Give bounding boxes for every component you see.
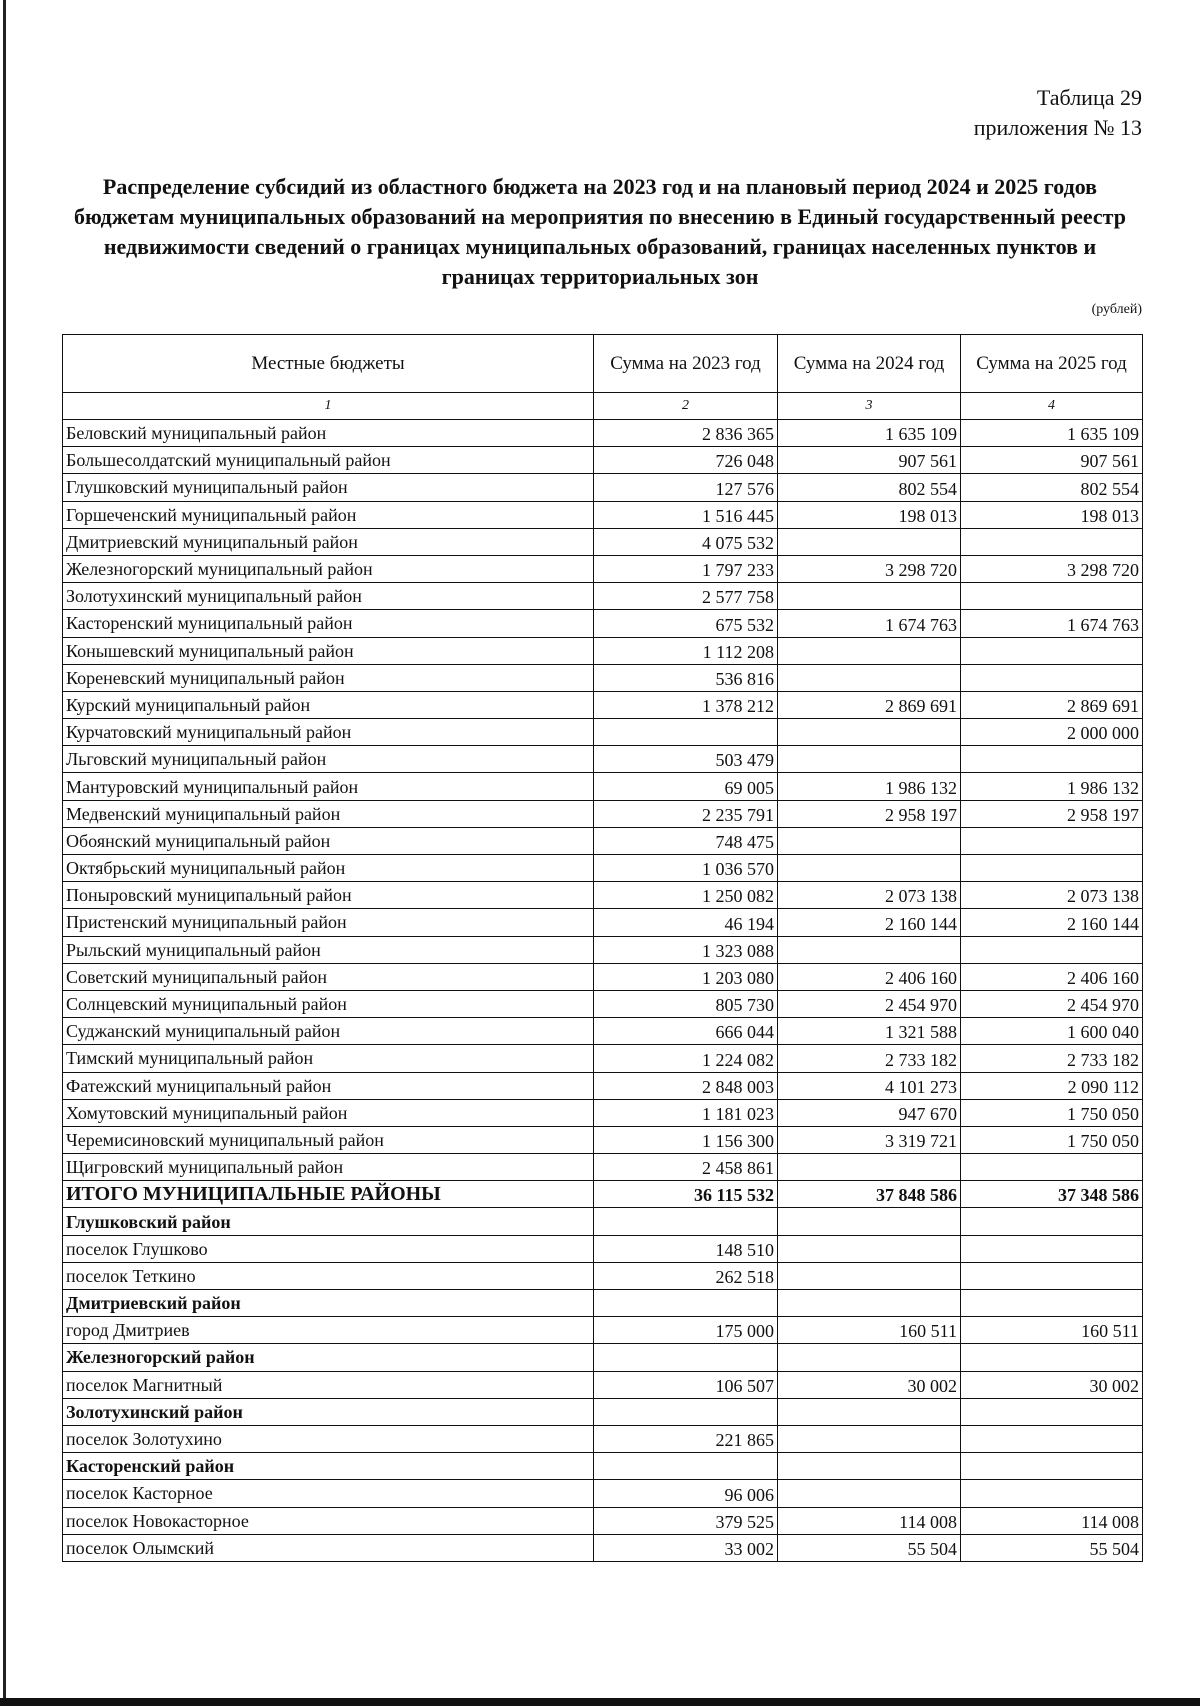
amount-2024-cell: 114 008	[778, 1507, 961, 1534]
table-row	[63, 1371, 1143, 1398]
amount-2023-cell: 262 518	[594, 1262, 778, 1289]
table-row	[63, 501, 1143, 528]
amount-2024-cell: 30 002	[778, 1371, 961, 1398]
amount-2025-cell: 2 073 138	[961, 882, 1143, 909]
group-heading-row	[63, 1344, 1143, 1371]
document-title: Распределение субсидий из областного бюджета на 2023 год и на плановый период 2024 и 2025 годов бюджетам муниципальных образований на мероприятия по внесению в Единый государственный реестр недвижимости сведений о границах муниципальных образований, границах населенных пунктов и границах территориальных зон	[74, 174, 1126, 289]
amount-2023-cell: 4 075 532	[594, 528, 778, 555]
amount-2023-cell: 2 836 365	[594, 420, 778, 447]
amount-2025-cell: 2 406 160	[961, 963, 1143, 990]
budget-name-cell: Черемисиновский муниципальный район	[63, 1126, 594, 1153]
amount-2025-cell	[961, 583, 1143, 610]
table-row	[63, 909, 1143, 936]
amount-2023-cell: 46 194	[594, 909, 778, 936]
amount-2023-cell: 106 507	[594, 1371, 778, 1398]
amount-2025-cell	[961, 746, 1143, 773]
amount-2024-cell	[778, 1398, 961, 1425]
amount-2023-cell: 148 510	[594, 1235, 778, 1262]
amount-2025-cell: 3 298 720	[961, 555, 1143, 582]
budget-name-cell: Медвенский муниципальный район	[63, 800, 594, 827]
amount-2023-cell: 1 516 445	[594, 501, 778, 528]
total-row	[63, 1181, 1143, 1208]
table-row	[63, 474, 1143, 501]
amount-2023-cell: 36 115 532	[594, 1181, 778, 1208]
table-row	[63, 664, 1143, 691]
amount-2023-cell: 805 730	[594, 990, 778, 1017]
amount-2024-cell	[778, 855, 961, 882]
amount-2024-cell: 37 848 586	[778, 1181, 961, 1208]
column-number-1: 1	[63, 393, 594, 420]
subsidy-table	[62, 334, 1143, 1562]
budget-name-cell: Тимский муниципальный район	[63, 1045, 594, 1072]
amount-2024-cell: 802 554	[778, 474, 961, 501]
amount-2023-cell	[594, 1453, 778, 1480]
amount-2025-cell: 1 750 050	[961, 1126, 1143, 1153]
table-row	[63, 528, 1143, 555]
amount-2025-cell	[961, 637, 1143, 664]
table-row	[63, 882, 1143, 909]
amount-2025-cell: 30 002	[961, 1371, 1143, 1398]
budget-name-cell: Пристенский муниципальный район	[63, 909, 594, 936]
amount-2024-cell: 2 869 691	[778, 691, 961, 718]
amount-2023-cell: 1 156 300	[594, 1126, 778, 1153]
table-row	[63, 1154, 1143, 1181]
amount-2024-cell: 2 406 160	[778, 963, 961, 990]
column-number-row	[63, 393, 1143, 420]
budget-name-cell: поселок Золотухино	[63, 1425, 594, 1452]
budget-name-cell: Глушковский район	[63, 1208, 594, 1235]
amount-2025-cell: 2 160 144	[961, 909, 1143, 936]
table-row	[63, 773, 1143, 800]
budget-name-cell: Поныровский муниципальный район	[63, 882, 594, 909]
amount-2024-cell	[778, 1453, 961, 1480]
amount-2025-cell: 1 600 040	[961, 1018, 1143, 1045]
amount-2025-cell: 2 000 000	[961, 719, 1143, 746]
amount-2023-cell	[594, 719, 778, 746]
amount-2024-cell	[778, 936, 961, 963]
amount-2024-cell: 1 321 588	[778, 1018, 961, 1045]
amount-2024-cell: 55 504	[778, 1534, 961, 1561]
amount-2024-cell: 3 319 721	[778, 1126, 961, 1153]
budget-name-cell: Хомутовский муниципальный район	[63, 1099, 594, 1126]
table-row	[63, 800, 1143, 827]
amount-2023-cell: 1 112 208	[594, 637, 778, 664]
amount-2023-cell: 96 006	[594, 1480, 778, 1507]
amount-2023-cell: 1 036 570	[594, 855, 778, 882]
amount-2023-cell: 1 203 080	[594, 963, 778, 990]
table-row	[63, 1425, 1143, 1452]
budget-name-cell: Октябрьский муниципальный район	[63, 855, 594, 882]
budget-name-cell: Золотухинский муниципальный район	[63, 583, 594, 610]
table-row	[63, 1072, 1143, 1099]
amount-2025-cell	[961, 1235, 1143, 1262]
table-row	[63, 447, 1143, 474]
column-header-budgets: Местные бюджеты	[63, 335, 594, 393]
budget-name-cell: Дмитриевский район	[63, 1290, 594, 1317]
budget-name-cell: Кореневский муниципальный район	[63, 664, 594, 691]
budget-name-cell: Советский муниципальный район	[63, 963, 594, 990]
amount-2025-cell: 1 635 109	[961, 420, 1143, 447]
group-heading-row	[63, 1208, 1143, 1235]
amount-2024-cell: 2 733 182	[778, 1045, 961, 1072]
amount-2025-cell	[961, 936, 1143, 963]
budget-name-cell: поселок Магнитный	[63, 1371, 594, 1398]
amount-2025-cell: 2 869 691	[961, 691, 1143, 718]
amount-2025-cell: 1 674 763	[961, 610, 1143, 637]
budget-name-cell: поселок Глушково	[63, 1235, 594, 1262]
table-row	[63, 420, 1143, 447]
amount-2023-cell	[594, 1398, 778, 1425]
amount-2023-cell: 726 048	[594, 447, 778, 474]
amount-2024-cell	[778, 637, 961, 664]
amount-2023-cell: 2 458 861	[594, 1154, 778, 1181]
amount-2024-cell: 198 013	[778, 501, 961, 528]
amount-2024-cell: 1 635 109	[778, 420, 961, 447]
amount-2025-cell	[961, 827, 1143, 854]
amount-2023-cell: 2 577 758	[594, 583, 778, 610]
budget-name-cell: Дмитриевский муниципальный район	[63, 528, 594, 555]
amount-2024-cell: 2 160 144	[778, 909, 961, 936]
table-row	[63, 746, 1143, 773]
amount-2023-cell: 127 576	[594, 474, 778, 501]
budget-name-cell: Обоянский муниципальный район	[63, 827, 594, 854]
table-row	[63, 583, 1143, 610]
amount-2025-cell	[961, 1208, 1143, 1235]
column-number-2: 2	[594, 393, 778, 420]
amount-2024-cell: 907 561	[778, 447, 961, 474]
amount-2025-cell: 2 958 197	[961, 800, 1143, 827]
amount-2024-cell: 947 670	[778, 1099, 961, 1126]
amount-2024-cell: 1 986 132	[778, 773, 961, 800]
amount-2023-cell: 221 865	[594, 1425, 778, 1452]
amount-2025-cell: 2 454 970	[961, 990, 1143, 1017]
amount-2025-cell	[961, 1344, 1143, 1371]
budget-name-cell: Касторенский муниципальный район	[63, 610, 594, 637]
amount-2024-cell	[778, 1425, 961, 1452]
amount-2023-cell: 1 378 212	[594, 691, 778, 718]
budget-name-cell: Льговский муниципальный район	[63, 746, 594, 773]
amount-2024-cell: 3 298 720	[778, 555, 961, 582]
table-row	[63, 1018, 1143, 1045]
amount-2023-cell	[594, 1290, 778, 1317]
table-number: Таблица 29	[1036, 85, 1142, 110]
table-row	[63, 637, 1143, 664]
scan-edge-left	[3, 0, 6, 1706]
budget-name-cell: Фатежский муниципальный район	[63, 1072, 594, 1099]
amount-2025-cell: 1 986 132	[961, 773, 1143, 800]
amount-2023-cell: 379 525	[594, 1507, 778, 1534]
table-row	[63, 555, 1143, 582]
amount-2024-cell: 2 958 197	[778, 800, 961, 827]
table-row	[63, 1126, 1143, 1153]
group-heading-row	[63, 1290, 1143, 1317]
amount-2023-cell: 2 848 003	[594, 1072, 778, 1099]
amount-2024-cell: 4 101 273	[778, 1072, 961, 1099]
amount-2024-cell	[778, 1290, 961, 1317]
amount-2025-cell: 802 554	[961, 474, 1143, 501]
budget-name-cell: Курчатовский муниципальный район	[63, 719, 594, 746]
budget-name-cell: Щигровский муниципальный район	[63, 1154, 594, 1181]
table-row	[63, 827, 1143, 854]
table-row	[63, 1480, 1143, 1507]
table-row	[63, 1045, 1143, 1072]
budget-name-cell: Большесолдатский муниципальный район	[63, 447, 594, 474]
budget-name-cell: поселок Новокасторное	[63, 1507, 594, 1534]
amount-2024-cell	[778, 827, 961, 854]
amount-2024-cell	[778, 746, 961, 773]
amount-2023-cell: 675 532	[594, 610, 778, 637]
amount-2023-cell: 33 002	[594, 1534, 778, 1561]
table-row	[63, 1262, 1143, 1289]
amount-2024-cell: 2 073 138	[778, 882, 961, 909]
column-header-2025: Сумма на 2025 год	[961, 335, 1143, 393]
amount-2025-cell	[961, 1262, 1143, 1289]
amount-2024-cell	[778, 583, 961, 610]
table-row	[63, 691, 1143, 718]
table-header-row	[63, 335, 1143, 393]
column-number-4: 4	[961, 393, 1143, 420]
amount-2023-cell: 69 005	[594, 773, 778, 800]
amount-2023-cell: 1 797 233	[594, 555, 778, 582]
budget-name-cell: Рыльский муниципальный район	[63, 936, 594, 963]
budget-name-cell: Глушковский муниципальный район	[63, 474, 594, 501]
amount-2024-cell	[778, 1235, 961, 1262]
table-row	[63, 1235, 1143, 1262]
budget-name-cell: Конышевский муниципальный район	[63, 637, 594, 664]
amount-2025-cell	[961, 1398, 1143, 1425]
group-heading-row	[63, 1398, 1143, 1425]
amount-2024-cell	[778, 528, 961, 555]
budget-name-cell: Касторенский район	[63, 1453, 594, 1480]
budget-name-cell: Железногорский муниципальный район	[63, 555, 594, 582]
amount-2023-cell: 536 816	[594, 664, 778, 691]
amount-2025-cell: 55 504	[961, 1534, 1143, 1561]
table-row	[63, 855, 1143, 882]
amount-2024-cell: 160 511	[778, 1317, 961, 1344]
table-row	[63, 1317, 1143, 1344]
units-label: (рублей)	[1091, 302, 1142, 317]
amount-2023-cell: 1 250 082	[594, 882, 778, 909]
budget-name-cell: ИТОГО МУНИЦИПАЛЬНЫЕ РАЙОНЫ	[63, 1181, 594, 1208]
amount-2025-cell: 37 348 586	[961, 1181, 1143, 1208]
amount-2025-cell	[961, 855, 1143, 882]
budget-name-cell: Беловский муниципальный район	[63, 420, 594, 447]
amount-2024-cell	[778, 664, 961, 691]
amount-2024-cell	[778, 1344, 961, 1371]
appendix-number: приложения № 13	[973, 115, 1142, 140]
amount-2025-cell	[961, 1290, 1143, 1317]
amount-2024-cell	[778, 1262, 961, 1289]
amount-2025-cell	[961, 528, 1143, 555]
amount-2025-cell	[961, 1154, 1143, 1181]
amount-2024-cell: 1 674 763	[778, 610, 961, 637]
table-row	[63, 1099, 1143, 1126]
column-header-2023: Сумма на 2023 год	[594, 335, 778, 393]
amount-2025-cell: 1 750 050	[961, 1099, 1143, 1126]
amount-2023-cell: 175 000	[594, 1317, 778, 1344]
budget-name-cell: Золотухинский район	[63, 1398, 594, 1425]
table-body	[63, 420, 1143, 1562]
amount-2025-cell: 907 561	[961, 447, 1143, 474]
budget-name-cell: Суджанский муниципальный район	[63, 1018, 594, 1045]
amount-2023-cell: 2 235 791	[594, 800, 778, 827]
budget-name-cell: город Дмитриев	[63, 1317, 594, 1344]
amount-2023-cell: 1 323 088	[594, 936, 778, 963]
budget-name-cell: Солнцевский муниципальный район	[63, 990, 594, 1017]
amount-2024-cell	[778, 1154, 961, 1181]
table-row	[63, 719, 1143, 746]
amount-2023-cell	[594, 1208, 778, 1235]
amount-2025-cell	[961, 664, 1143, 691]
table-row	[63, 610, 1143, 637]
column-number-3: 3	[778, 393, 961, 420]
amount-2024-cell: 2 454 970	[778, 990, 961, 1017]
budget-name-cell: поселок Олымский	[63, 1534, 594, 1561]
table-row	[63, 990, 1143, 1017]
amount-2025-cell	[961, 1453, 1143, 1480]
scan-edge-bottom	[0, 1698, 1200, 1706]
amount-2025-cell: 2 090 112	[961, 1072, 1143, 1099]
amount-2023-cell: 748 475	[594, 827, 778, 854]
amount-2025-cell	[961, 1425, 1143, 1452]
amount-2025-cell: 160 511	[961, 1317, 1143, 1344]
budget-name-cell: Мантуровский муниципальный район	[63, 773, 594, 800]
amount-2023-cell	[594, 1344, 778, 1371]
amount-2025-cell: 2 733 182	[961, 1045, 1143, 1072]
budget-name-cell: Горшеченский муниципальный район	[63, 501, 594, 528]
group-heading-row	[63, 1453, 1143, 1480]
budget-name-cell: Курский муниципальный район	[63, 691, 594, 718]
amount-2023-cell: 666 044	[594, 1018, 778, 1045]
amount-2024-cell	[778, 719, 961, 746]
budget-name-cell: поселок Касторное	[63, 1480, 594, 1507]
column-header-2024: Сумма на 2024 год	[778, 335, 961, 393]
table-row	[63, 1507, 1143, 1534]
amount-2025-cell	[961, 1480, 1143, 1507]
amount-2025-cell: 114 008	[961, 1507, 1143, 1534]
amount-2025-cell: 198 013	[961, 501, 1143, 528]
table-row	[63, 936, 1143, 963]
budget-name-cell: поселок Теткино	[63, 1262, 594, 1289]
amount-2024-cell	[778, 1480, 961, 1507]
table-row	[63, 963, 1143, 990]
amount-2023-cell: 1 224 082	[594, 1045, 778, 1072]
amount-2023-cell: 503 479	[594, 746, 778, 773]
amount-2023-cell: 1 181 023	[594, 1099, 778, 1126]
table-row	[63, 1534, 1143, 1561]
amount-2024-cell	[778, 1208, 961, 1235]
budget-name-cell: Железногорский район	[63, 1344, 594, 1371]
